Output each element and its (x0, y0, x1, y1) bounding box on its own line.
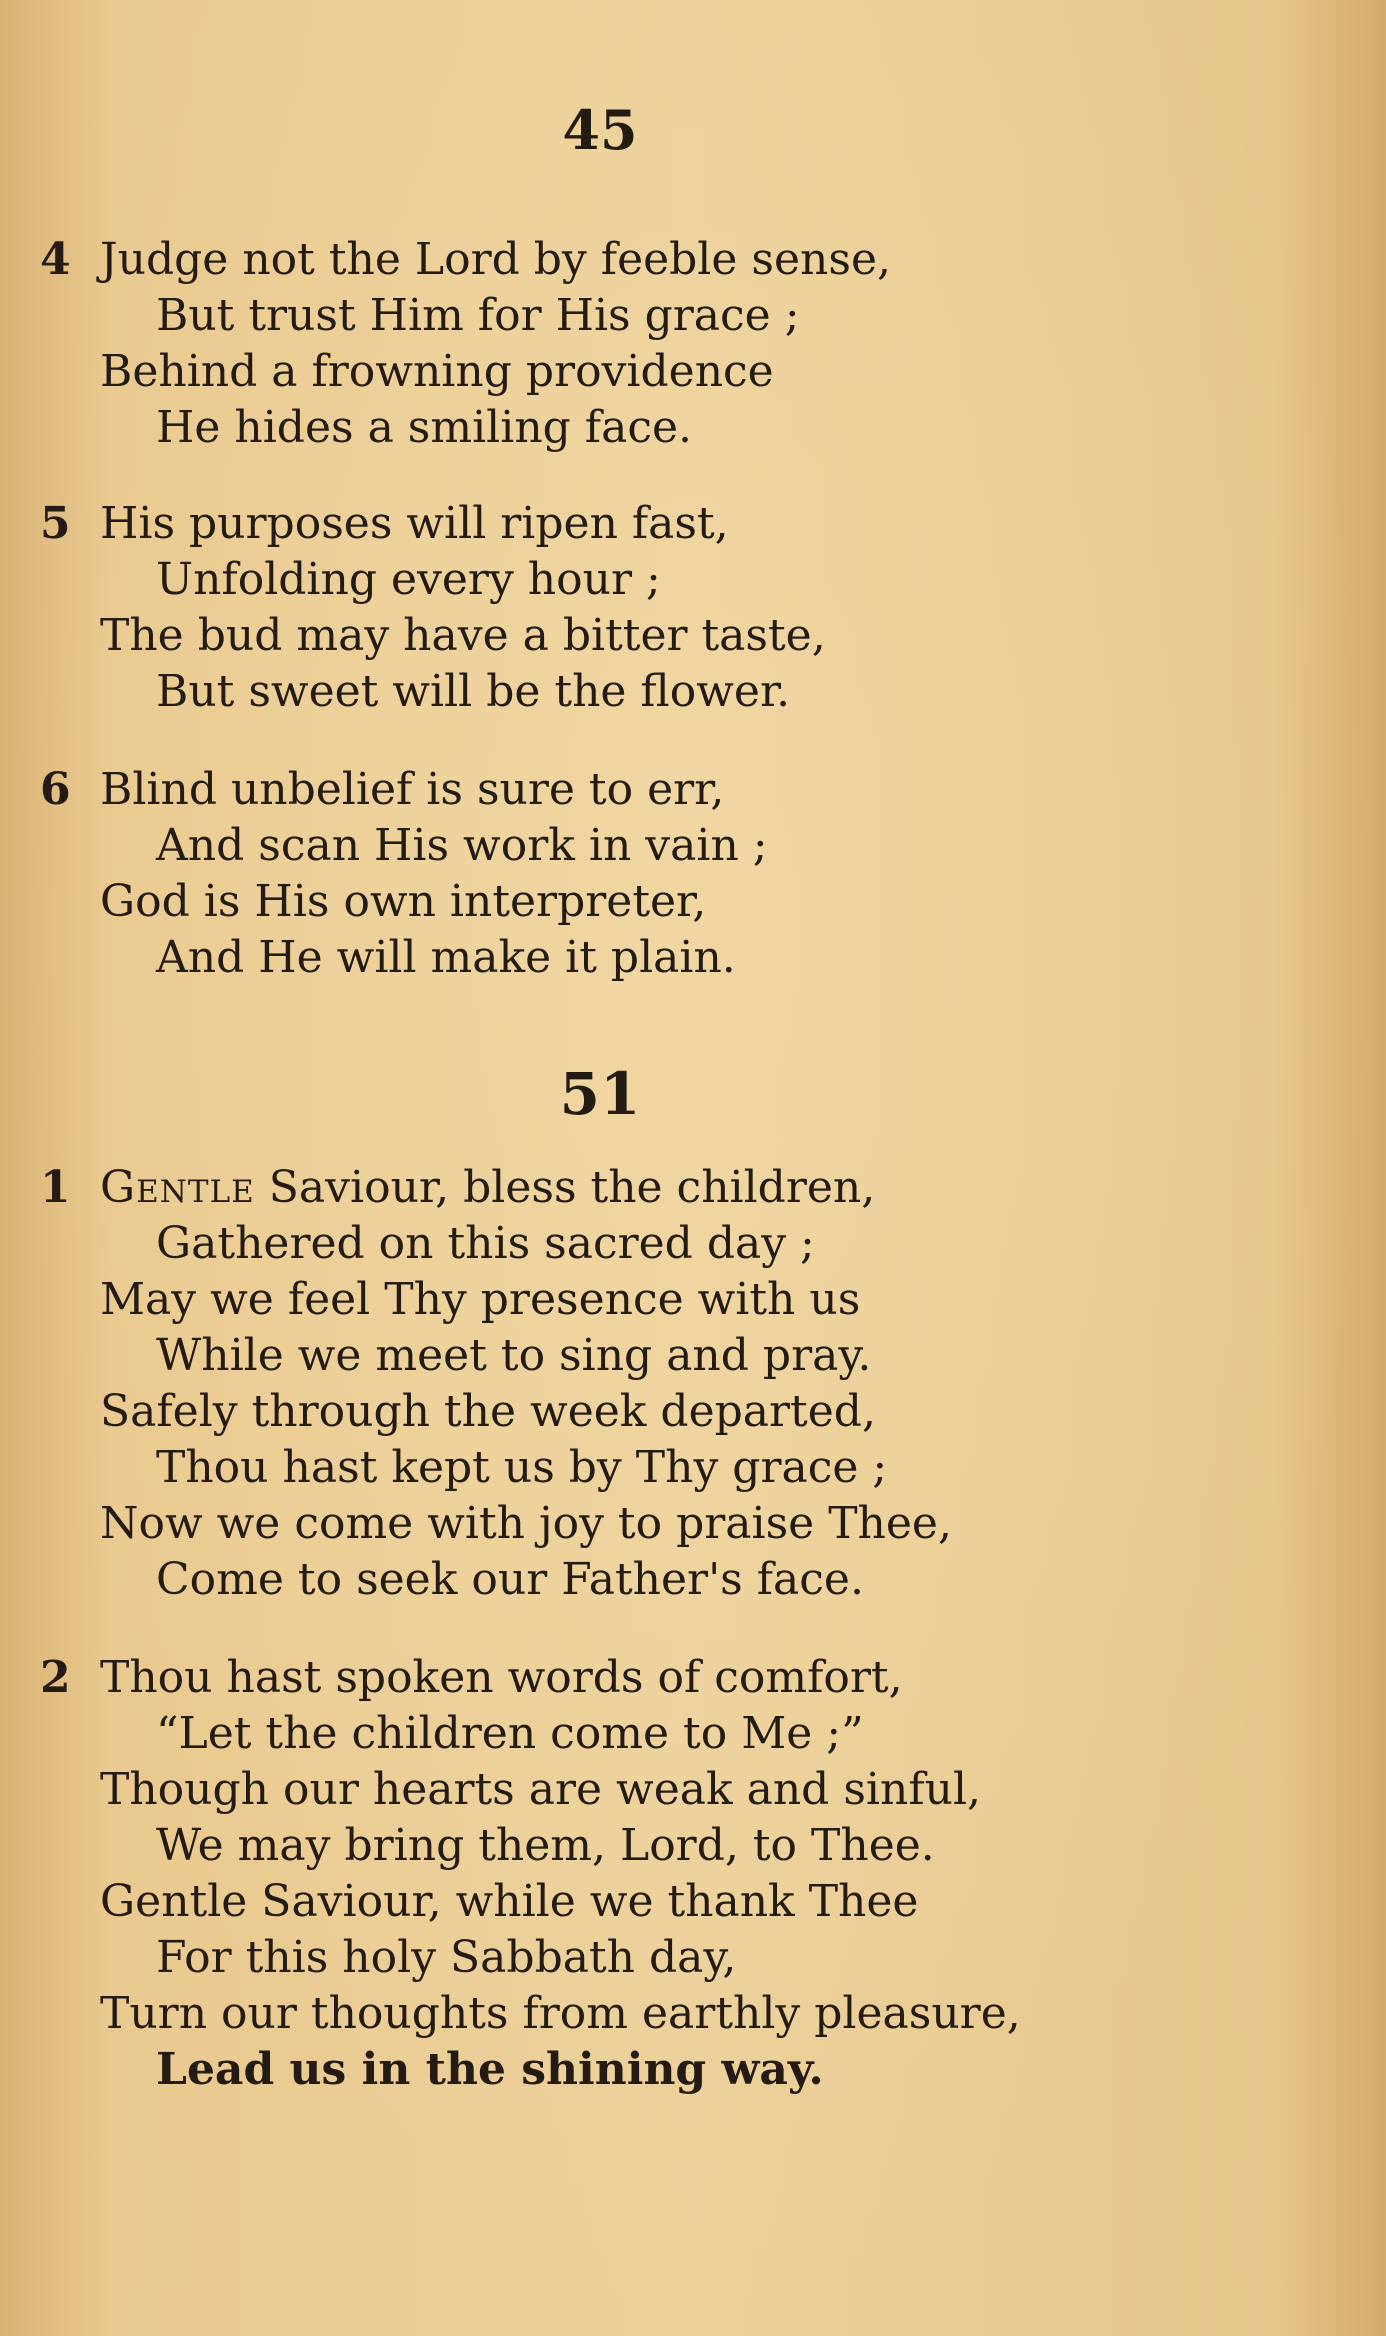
verse-line: Lead us in the shining way. (156, 2044, 824, 2095)
verse-6 (40, 762, 1360, 986)
verse-line: Come to seek our Father's face. (156, 1554, 864, 1605)
verse-number: 4 (40, 234, 71, 285)
verse-4 (40, 232, 1360, 456)
verse-line: God is His own interpreter, (100, 876, 707, 927)
verse-line: The bud may have a bitter taste, (100, 610, 826, 661)
verse-first-line (40, 1160, 1360, 1216)
page-number: 45 (562, 98, 638, 162)
verse-line: Turn our thoughts from earthly pleasure, (100, 1988, 1021, 2039)
verse-line: Thou hast spoken words of comfort, (100, 1652, 903, 1703)
hymn-number: 51 (559, 1060, 641, 1128)
verse-line: Judge not the Lord by feeble sense, (100, 234, 891, 285)
verse-number: 1 (40, 1162, 71, 1213)
verse-line: Behind a frowning providence (100, 346, 774, 397)
verse-line: He hides a smiling face. (156, 402, 692, 453)
verse-line: We may bring them, Lord, to Thee. (156, 1820, 935, 1871)
verse-line: Thou hast kept us by Thy grace ; (156, 1442, 888, 1493)
verse-line: May we feel Thy presence with us (100, 1274, 861, 1325)
verse-line: His purposes will ripen fast, (100, 498, 729, 549)
verse-line: But trust Him for His grace ; (156, 290, 800, 341)
verse-1 (40, 1160, 1360, 1608)
verse-line: Gathered on this sacred day ; (156, 1218, 815, 1269)
verse-line: Safely through the week departed, (100, 1386, 876, 1437)
verse-line: And He will make it plain. (156, 932, 736, 983)
verse-line: But sweet will be the flower. (156, 666, 791, 717)
verse-5 (40, 496, 1360, 720)
verse-line: Blind unbelief is sure to err, (100, 764, 725, 815)
verse-line: “Let the children come to Me ;” (156, 1708, 864, 1759)
verse-line: Unfolding every hour ; (156, 554, 661, 605)
verse-line: Gentle Saviour, while we thank Thee (100, 1876, 919, 1927)
verse-line: Now we come with joy to praise Thee, (100, 1498, 952, 1549)
verse-line: While we meet to sing and pray. (156, 1330, 872, 1381)
verse-2 (40, 1650, 1360, 2098)
verse-line: Though our hearts are weak and sinful, (100, 1764, 982, 1815)
verse-number: 5 (40, 498, 71, 549)
first-line-rest: Saviour, bless the children, (254, 1162, 876, 1213)
first-word: Gentle (100, 1162, 255, 1213)
verse-line: And scan His work in vain ; (156, 820, 768, 871)
verse-number: 2 (40, 1652, 71, 1703)
verse-number: 6 (40, 764, 71, 815)
verse-line: For this holy Sabbath day, (156, 1932, 737, 1983)
